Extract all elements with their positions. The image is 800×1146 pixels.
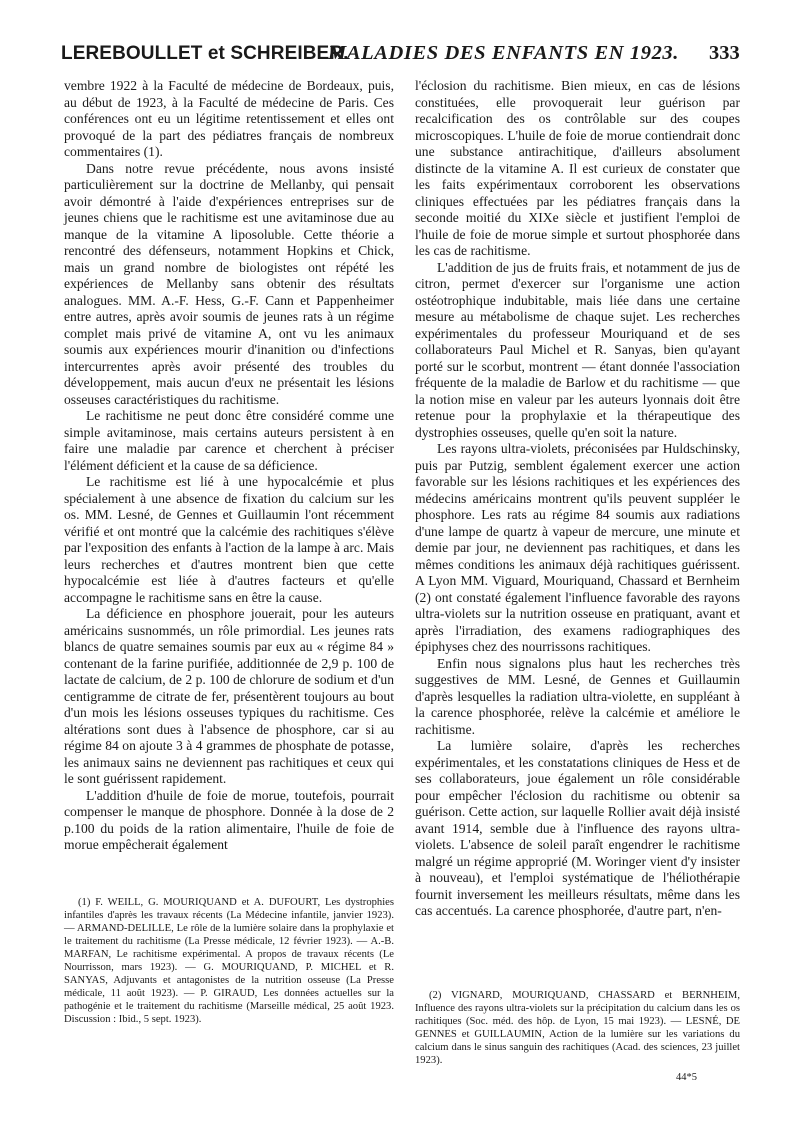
paragraph: La déficience en phosphore jouerait, pour les auteurs américains susnommés, un rôle primordial. Les jeunes rats blancs de quatre semaines soumis par eux au « régime 84 » contenant de la farine purifiée, additionnée de 2,9 p. 100 de lactate de calcium, de 2 p. 100 de chlorure de sodium et d'un centigramme de citrate de fer, présentèrent toujours au bout d'un mois les lésions osseuses typiques du rachitisme. Ces altérations sont dues à l'absence de phosphore, car si au régime 84 on ajoute 3 à 4 grammes de phosphate de potasse, les animaux sains ne deviennent pas rachitiques et ceux qui le sont guérissent rapidement.: [64, 606, 394, 786]
paragraph: L'addition de jus de fruits frais, et notamment de jus de citron, permet d'exercer sur l'organisme une action ostéotrophique indubitable, mais liée dans une certaine mesure au métabolisme de chaque sujet. Les recherches expérimentales du professeur Mouriquand et de ses collaborateurs Paul Michel et R. Sanyas, bien qu'ayant porté sur le scorbut, montrent — étant donnée l'association fréquente de la maladie de Barlow et du rachitisme — que la notion mise en valeur par les auteurs lyonnais doit être retenue pour la prophylaxie et la thérapeutique des dystrophies osseuses, quelle qu'en soit la nature.: [415, 259, 740, 440]
paragraph: Enfin nous signalons plus haut les recherches très suggestives de MM. Lesné, de Gennes et Guillaumin d'après lesquelles la radiation ultra-violette, en suppléant à la carence phosphorée, relève la calcémie et améliore le rachitisme.: [415, 655, 740, 737]
running-header: [57, 42, 743, 76]
footnote-text: (1) F. WEILL, G. MOURIQUAND et A. DUFOURT, Les dystrophies infantiles d'après les travaux récents (La Médecine infantile, janvier 1923). — ARMAND-DELILLE, Le rôle de la lumière solaire dans la prophylaxie et le traitement du rachitisme (La Presse médicale, 12 février 1923). — A.-B. MARFAN, Le rachitisme expérimental. A propos de travaux récents (Le Nourrisson, mars 1923). — G. MOURIQUAND, P. MICHEL et R. SANYAS, Adjuvants et antagonistes de la nutrition osseuse (La Presse médicale, 11 août 1923). — P. GIRAUD, Les données actuelles sur la pathogénie et le traitement du rachitisme (Marseille médical, 25 août 1923. Discussion : Ibid., 5 sept. 1923).: [64, 897, 394, 1025]
left-column: [64, 78, 394, 854]
paragraph: Le rachitisme ne peut donc être considéré comme une simple avitaminose, mais certains auteurs persistent à en faire une maladie par carence et cherchent à préciser l'élément déficient et la cause de sa déficience.: [64, 408, 394, 473]
paragraph: L'addition d'huile de foie de morue, toutefois, pourrait compenser le manque de phosphore. Donnée à la dose de 2 p.100 du poids de la ration alimentaire, l'huile de foie de morue empêcherait également: [64, 787, 394, 852]
paragraph: Les rayons ultra-violets, préconisées par Huldschinsky, puis par Putzig, semblent également exercer une action favorable sur les lésions rachitiques et les expériences des médecins américains montrent qu'ils peuvent suppléer le phosphore. Les rats au régime 84 soumis aux radiations d'une lampe de quartz à vapeur de mercure, une minute et demie par jour, ne deviennent pas rachitiques, et dans les mêmes conditions les animaux déjà rachitiques guérissent. A Lyon MM. Viguard, Mouriquand, Chassard et Bernheim (2) ont constaté également l'influence favorable des rayons ultra-violets sur la nutrition osseuse en pratiquant, avant et après l'irradiation, des examens radiographiques des épiphyses chez des nourrissons rachitiques.: [415, 441, 740, 654]
printer-signature: 44*5: [676, 1072, 697, 1083]
footnote-text: (2) VIGNARD, MOURIQUAND, CHASSARD et BERNHEIM, Influence des rayons ultra-violets sur la précipitation du calcium dans les os rachitiques (Soc. méd. des hôp. de Lyon, 15 mai 1923). — LESNÉ, DE GENNES et GUILLAUMIN, Action de la lumière sur les variations du calcium dans le sinus sanguin des rachitiques (Acad. des sciences, 23 juillet 1923).: [415, 990, 740, 1066]
footnote-1: [64, 896, 394, 1026]
paragraph: vembre 1922 à la Faculté de médecine de Bordeaux, puis, au début de 1923, à la Faculté de médecine de Paris. Ces conférences ont eu un légitime retentissement et elles ont provoqué de la part des pédiatres français de nombreux commentaires (1).: [64, 78, 394, 159]
page-number: 333: [709, 42, 740, 64]
paragraph: La lumière solaire, d'après les recherches expérimentales, et les constatations cliniques de Hess et de ses collaborateurs, joue également un rôle considérable pour empêcher l'éclosion du rachitisme ou obtenir sa guérison. Cette action, sur laquelle Rollier avait déjà insisté avant 1914, semble due à l'influence des rayons ultra-violets. L'absence de soleil paraît engendrer le rachitisme malgré un régime approprié (M. Woringer vient d'y insister à nouveau), et l'emploi systématique de l'héliothérapie fournit inversement les meilleurs résultats, même dans les cas accentués. La carence phosphorée, d'autre part, n'en-: [415, 738, 740, 918]
paragraph: Dans notre revue précédente, nous avons insisté particulièrement sur la doctrine de Mellanby, qui pensait avoir démontré à l'aide d'expériences entreprises sur de jeunes chiens que le rachitisme est une avitaminose due au manque de la vitamine A liposoluble. Cette théorie a rencontré des défenseurs, notamment Hopkins et Chick, mais un grand nombre de biologistes ont répété les expériences de Mellanby sans obtenir des résultats analogues. MM. A.-F. Hess, G.-F. Cann et Pappenheimer entre autres, après avoir soumis de jeunes rats à un régime complet mais privé de vitamine A, ont vu les animaux soumis aux expériences mourir d'inanition ou d'infections intercurrentes après avoir présenté des troubles du développement, mais aucun d'eux ne présentait les lésions osseuses caractéristiques du rachitisme.: [64, 160, 394, 407]
header-authors: LEREBOULLET et SCHREIBER.: [61, 43, 349, 64]
right-column: [415, 78, 740, 920]
paragraph: l'éclosion du rachitisme. Bien mieux, en cas de lésions constituées, elle provoquerait leur guérison par recalcification des os contrôlable sur des coupes microscopiques. L'huile de foie de morue contiendrait donc une substance antirachitique, d'ailleurs absolument distincte de la vitamine A. Il est curieux de constater que les faits expérimentaux corroborent les observations cliniques effectuées par les pédiatres français dans la seconde moitié du XIXe siècle et justifient l'emploi de l'huile de foie de morue simple et surtout phosphorée dans les cas de rachitisme.: [415, 78, 740, 258]
footnote-2: [415, 989, 740, 1067]
header-title: MALADIES DES ENFANTS EN 1923.: [328, 42, 680, 64]
paragraph: Le rachitisme est lié à une hypocalcémie et plus spécialement à une absence de fixation du calcium sur les os. MM. Lesné, de Gennes et Guillaumin l'ont récemment vérifié et ont montré que la calcémie des rachitiques s'élève par l'exposition des enfants à l'action de la lampe à arc. Mais leurs recherches et d'autres montrent bien que cette hypocalcémie est liée à d'autres facteurs et qu'elle accompagne le rachitisme sans en être la cause.: [64, 474, 394, 605]
